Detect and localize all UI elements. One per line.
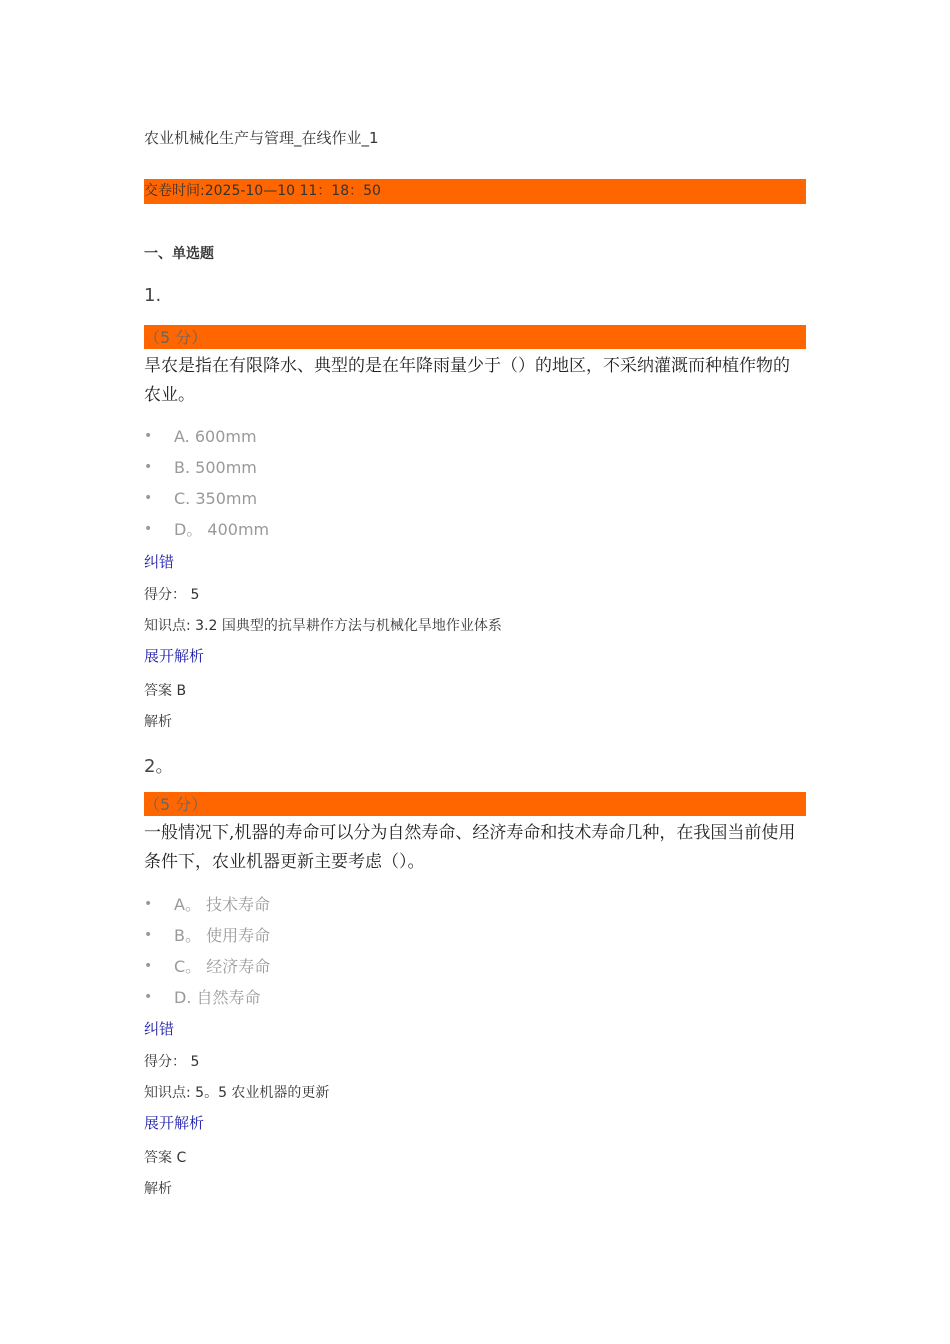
bullet-icon: • <box>144 428 153 444</box>
option-a[interactable] <box>144 891 806 922</box>
correction-link[interactable]: 纠错 <box>144 1020 175 1038</box>
option-a[interactable] <box>144 423 806 454</box>
option-d[interactable] <box>144 516 806 547</box>
option-c[interactable] <box>144 953 806 984</box>
option-label: A. 600mm <box>174 427 257 446</box>
score-text: 得分： 5 <box>144 1054 200 1070</box>
question-score-bar: （5 分） <box>144 792 806 816</box>
submit-time-bar: 交卷时间:2025-10—10 11：18：50 <box>144 179 806 204</box>
expand-analysis-link[interactable]: 展开解析 <box>144 1114 205 1132</box>
answer-text: 答案 C <box>144 1150 187 1166</box>
bullet-icon: • <box>144 989 153 1005</box>
score-text: 得分： 5 <box>144 587 200 603</box>
question-number: 1. <box>144 285 162 306</box>
option-label: A。 技术寿命 <box>174 895 271 914</box>
option-label: C。 经济寿命 <box>174 957 271 976</box>
option-d[interactable] <box>144 984 806 1015</box>
page-title: 农业机械化生产与管理_在线作业_1 <box>144 129 379 147</box>
question-score-bar: （5 分） <box>144 325 806 349</box>
question-text: 一般情况下,机器的寿命可以分为自然寿命、经济寿命和技术寿命几种，在我国当前使用条件下，农业机器更新主要考虑（）。 <box>144 823 796 872</box>
option-label: B. 500mm <box>174 458 257 477</box>
answer-text: 答案 B <box>144 683 187 699</box>
option-label: B。 使用寿命 <box>174 926 271 945</box>
bullet-icon: • <box>144 927 153 943</box>
analysis-label: 解析 <box>144 1181 172 1197</box>
knowledge-point: 知识点: 3.2 国典型的抗旱耕作方法与机械化旱地作业体系 <box>144 618 502 634</box>
question-number: 2。 <box>144 756 174 777</box>
option-b[interactable] <box>144 454 806 485</box>
bullet-icon: • <box>144 958 153 974</box>
option-c[interactable] <box>144 485 806 516</box>
analysis-label: 解析 <box>144 714 172 730</box>
option-label: C. 350mm <box>174 489 258 508</box>
bullet-icon: • <box>144 490 153 506</box>
correction-link[interactable]: 纠错 <box>144 553 175 571</box>
option-b[interactable] <box>144 922 806 953</box>
expand-analysis-link[interactable]: 展开解析 <box>144 647 205 665</box>
knowledge-point: 知识点: 5。5 农业机器的更新 <box>144 1085 330 1101</box>
bullet-icon: • <box>144 521 153 537</box>
option-list <box>144 423 806 547</box>
bullet-icon: • <box>144 896 153 912</box>
option-list <box>144 891 806 1015</box>
option-label: D. 自然寿命 <box>174 988 261 1007</box>
question-text: 旱农是指在有限降水、典型的是在年降雨量少于（）的地区，不采纳灌溉而种植作物的农业。 <box>144 356 790 405</box>
section-title: 一、单选题 <box>144 246 214 262</box>
option-label: D。 400mm <box>174 520 270 539</box>
bullet-icon: • <box>144 459 153 475</box>
